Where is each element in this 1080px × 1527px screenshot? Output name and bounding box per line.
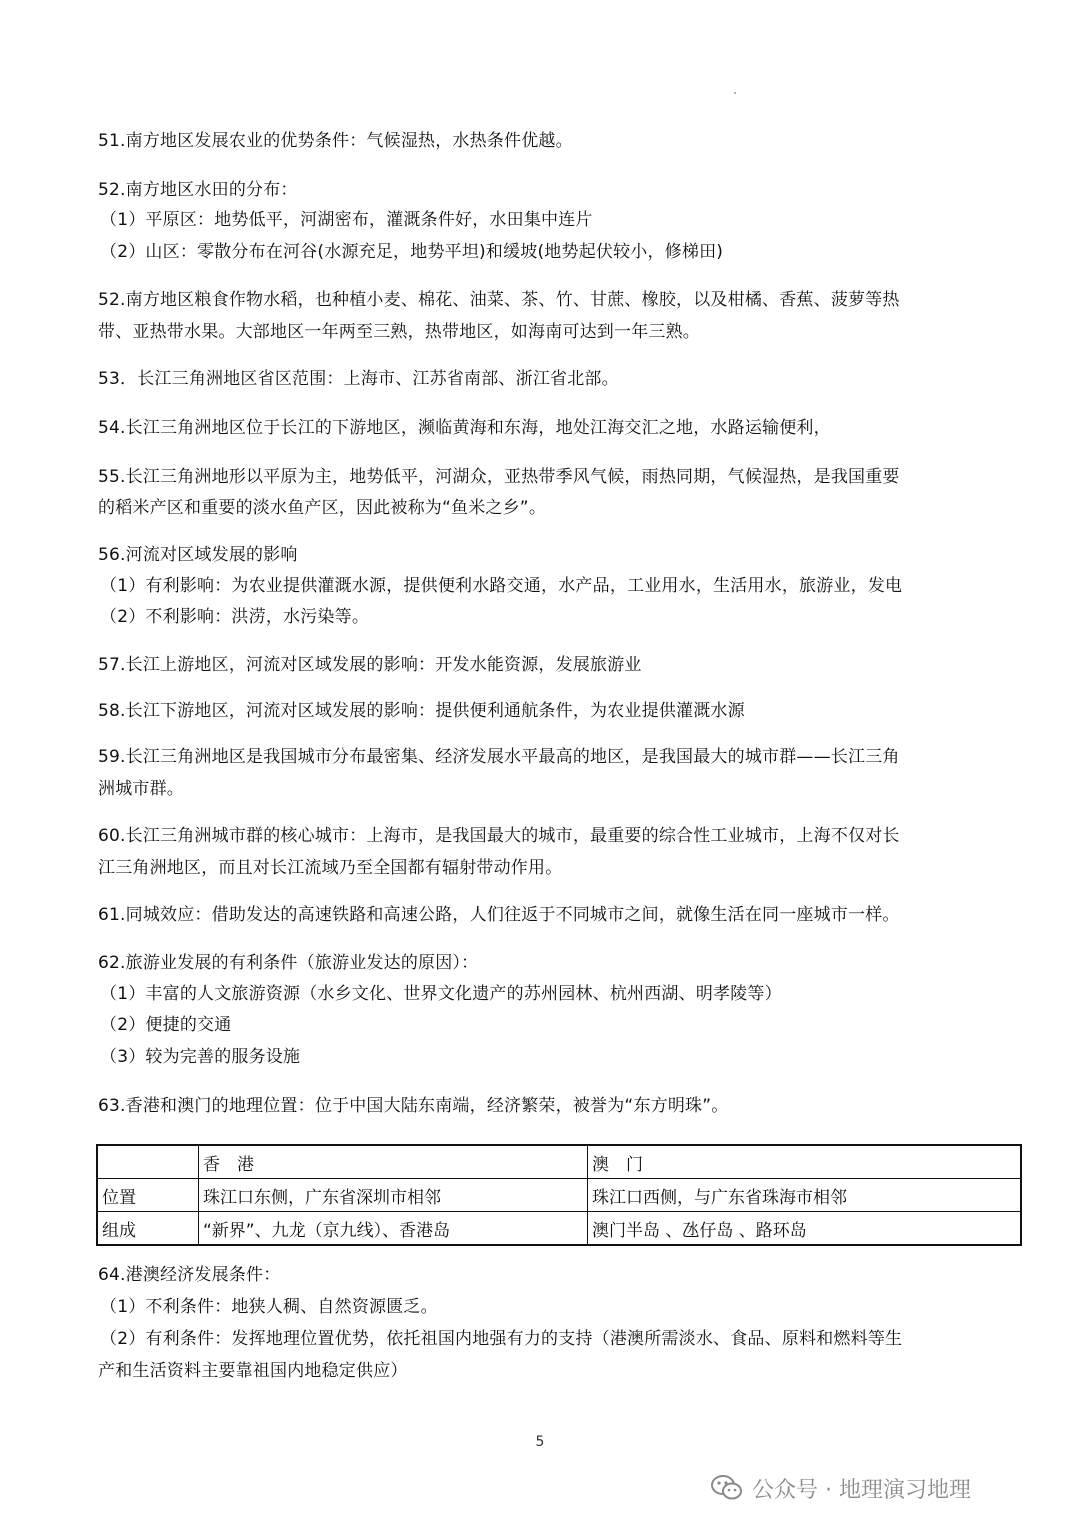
item-60-line-1: 60.长江三角洲城市群的核心城市：上海市，是我国最大的城市，最重要的综合性工业城市，上海不仅对长 bbox=[98, 826, 900, 846]
item-54: 54.长江三角洲地区位于长江的下游地区，濒临黄海和东海，地处江海交汇之地，水路运输便利， bbox=[98, 418, 831, 438]
watermark bbox=[710, 1470, 971, 1506]
table-header-cell: 澳 门 bbox=[588, 1145, 1022, 1179]
scan-speck bbox=[734, 92, 736, 94]
table-cell: 珠江口东侧，广东省深圳市相邻 bbox=[199, 1179, 588, 1212]
item-52-point-2: （2）山区：零散分布在河谷(水源充足，地势平坦)和缓坡(地势起伏较小，修梯田) bbox=[100, 242, 724, 262]
item-53: 53．长江三角洲地区省区范围：上海市、江苏省南部、浙江省北部。 bbox=[98, 369, 619, 389]
table-header-row bbox=[97, 1145, 1021, 1179]
item-59-line-2: 洲城市群。 bbox=[98, 779, 184, 799]
item-57: 57.长江上游地区，河流对区域发展的影响：开发水能资源，发展旅游业 bbox=[98, 655, 642, 675]
item-64-title: 64.港澳经济发展条件： bbox=[98, 1265, 281, 1285]
item-59-line-1: 59.长江三角洲地区是我国城市分布最密集、经济发展水平最高的地区，是我国最大的城市群——长江三角 bbox=[98, 747, 900, 767]
watermark-label: 公众号 · 地理演习地理 bbox=[752, 1477, 971, 1503]
item-52b-line-1: 52.南方地区粮食作物水稻，也种植小麦、棉花、油菜、茶、竹、甘蔗、橡胶，以及柑橘、香蕉、菠萝等热 bbox=[98, 290, 900, 310]
table-cell: 组成 bbox=[97, 1212, 199, 1246]
table-cell: 澳门半岛 、氹仔岛 、路环岛 bbox=[588, 1212, 1022, 1246]
page-number: 5 bbox=[535, 1434, 545, 1450]
table-cell: “新界”、九龙（京九线）、香港岛 bbox=[199, 1212, 588, 1246]
item-62-point-2: （2）便捷的交通 bbox=[100, 1015, 232, 1035]
item-63: 63.香港和澳门的地理位置：位于中国大陆东南端，经济繁荣，被誉为“东方明珠”。 bbox=[98, 1096, 729, 1116]
item-62-title: 62.旅游业发展的有利条件（旅游业发达的原因）： bbox=[98, 953, 479, 973]
wechat-icon bbox=[710, 1473, 744, 1503]
item-64-point-2-cont: 产和生活资料主要靠祖国内地稳定供应） bbox=[98, 1361, 408, 1381]
item-51: 51.南方地区发展农业的优势条件：气候湿热，水热条件优越。 bbox=[98, 131, 573, 151]
item-56-point-2: （2）不利影响：洪涝，水污染等。 bbox=[100, 607, 370, 627]
item-64-point-1: （1）不利条件：地狭人稠、自然资源匮乏。 bbox=[100, 1297, 438, 1317]
item-52-title: 52.南方地区水田的分布： bbox=[98, 180, 298, 200]
item-55-line-1: 55.长江三角洲地形以平原为主，地势低平，河湖众，亚热带季风气候，雨热同期，气候湿热，是我国重要 bbox=[98, 467, 900, 487]
item-56-point-1: （1）有利影响：为农业提供灌溉水源，提供便利水路交通，水产品，工业用水，生活用水，旅游业，发电 bbox=[100, 576, 903, 596]
table-row bbox=[97, 1179, 1021, 1212]
item-56-title: 56.河流对区域发展的影响 bbox=[98, 545, 298, 565]
table-cell: 珠江口西侧，与广东省珠海市相邻 bbox=[588, 1179, 1022, 1212]
item-52b-line-2: 带、亚热带水果。大部地区一年两至三熟，热带地区，如海南可达到一年三熟。 bbox=[98, 322, 700, 342]
table-header-cell bbox=[97, 1145, 199, 1179]
item-64-point-2: （2）有利条件：发挥地理位置优势，依托祖国内地强有力的支持（港澳所需淡水、食品、原料和燃料等生 bbox=[100, 1329, 903, 1349]
table-header-cell: 香 港 bbox=[199, 1145, 588, 1179]
item-62-point-3: （3）较为完善的服务设施 bbox=[100, 1047, 301, 1067]
item-61: 61.同城效应：借助发达的高速铁路和高速公路，人们往返于不同城市之间，就像生活在同一座城市一样。 bbox=[98, 905, 900, 925]
table-cell: 位置 bbox=[97, 1179, 199, 1212]
item-62-point-1: （1）丰富的人文旅游资源（水乡文化、世界文化遗产的苏州园林、杭州西湖、明孝陵等） bbox=[100, 984, 782, 1004]
item-52-point-1: （1）平原区：地势低平，河湖密布，灌溉条件好，水田集中连片 bbox=[100, 210, 593, 230]
item-60-line-2: 江三角洲地区，而且对长江流域乃至全国都有辐射带动作用。 bbox=[98, 858, 563, 878]
hk-macau-table bbox=[96, 1144, 1022, 1246]
item-58: 58.长江下游地区，河流对区域发展的影响：提供便利通航条件，为农业提供灌溉水源 bbox=[98, 701, 745, 721]
item-55-line-2: 的稻米产区和重要的淡水鱼产区，因此被称为“鱼米之乡”。 bbox=[98, 498, 547, 518]
table-row bbox=[97, 1212, 1021, 1246]
